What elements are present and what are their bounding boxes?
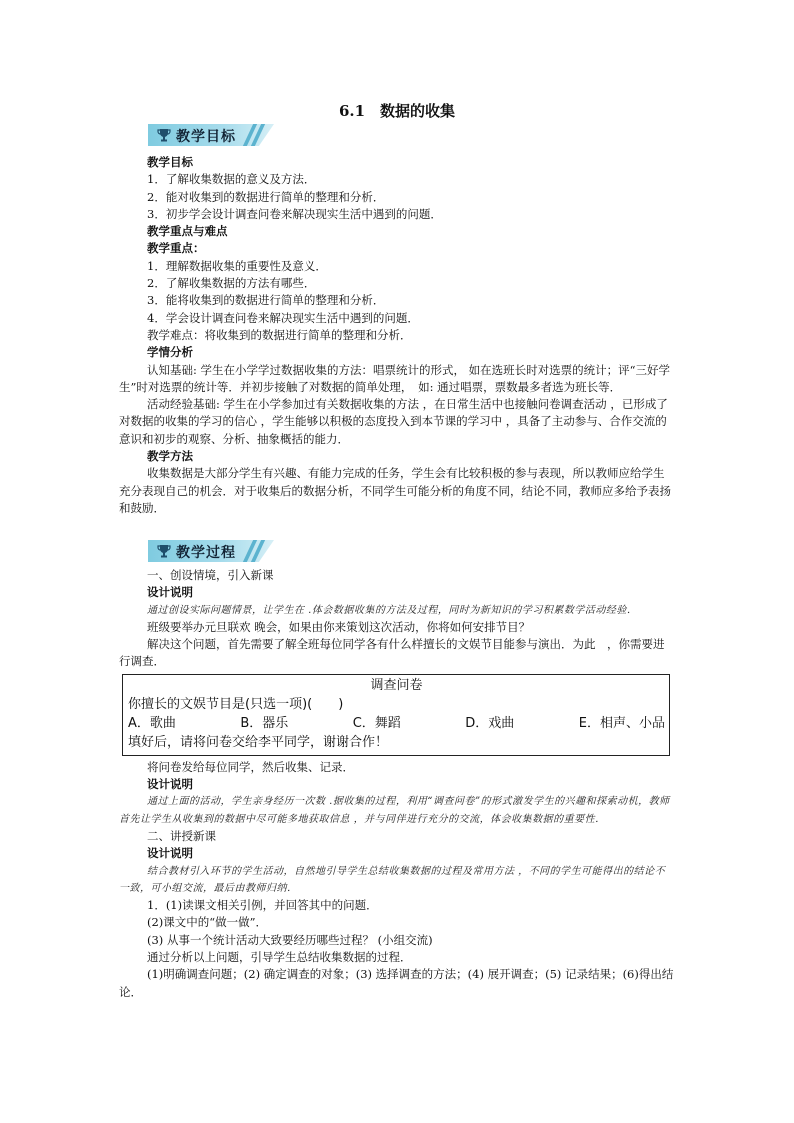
heading-teaching-goals: 教学目标 [147,155,193,169]
survey-box [122,674,670,756]
heading-key-points: 教学重点： [147,241,205,256]
survey-option: C．舞蹈 [352,715,401,731]
survey-option: A．歌曲 [128,715,176,731]
part-two-heading: 二、讲授新课 [147,828,216,843]
survey-footer: 填好后，请将问卷交给李平同学，谢谢合作！ [128,734,389,750]
method-text: 收集数据是大部分学生有兴趣、有能力完成的任务，学生会有比较积极的参与表现，所以教师应给学生充分表现自己的机会．对于收集后的数据分析，不同学生可能分析的角度不同，结论不同，教师应多给予表扬和鼓励． [119,466,671,515]
design-note-text: 通过创设实际问题情景，让学生在 .体会数据收集的方法及过程，同时为新知识的学习积累数学活动经验． [147,604,638,616]
heading-design-note: 设计说明 [147,585,193,600]
design-note-text: 结合教材引入环节的学生活动，自然地引导学生总结收集数据的过程及常用方法 ，不同的学生可能得出的结论不一致，可小组交流，最后由教师归纳． [119,865,666,894]
cognitive-basis: 认知基础: 学生在小学学过数据收集的方法：唱票统计的形式， 如在选班长时对选票的统计；评“三好学生”时对选票的统计等．并初步接触了对数据的简单处理， 如: 通过唱票，票数最多者选为班长等． [119,362,671,394]
survey-title: 调查问卷 [370,677,423,693]
process-steps: (1)明确调查问题；(2) 确定调查的对象；(3) 选择调查的方法；(4) 展开调查；(5) 记录结果；(6)得出结论． [119,967,674,999]
key-item: 1．理解数据收集的重要性及意义． [147,258,327,273]
goals-section [119,154,674,517]
part-one-heading: 一、创设情境，引入新课 [147,568,274,582]
question-item: (3) 从事一个统计活动大致要经历哪些过程？ (小组交流) [147,932,433,947]
trophy-icon [156,127,172,143]
section-banner-goals [148,124,274,146]
key-item: 3．能将收集到的数据进行简单的整理和分析． [147,293,385,308]
intro-paragraph: 解决这个问题，首先需要了解全班每位同学各有什么样擅长的文娱节目能参与演出．为此 ，你需要进行调查． [119,637,665,669]
difficulty-text: 教学难点：将收集到的数据进行简单的整理和分析． [147,327,412,342]
section-banner-process [148,540,274,562]
survey-option: B．器乐 [240,715,289,731]
survey-option: E．相声、小品 [578,715,665,731]
goal-item: 2．能对收集到的数据进行简单的整理和分析． [147,189,385,204]
survey-question: 你擅长的文娱节目是(只选一项)( ) [128,696,344,712]
banner-label: 教学过程 [176,545,236,561]
heading-design-note: 设计说明 [147,777,193,792]
body-paragraph: 将问卷发给每位同学，然后收集、记录． [147,759,354,774]
process-section [119,567,674,1001]
question-item: 1．(1)读课文相关引例，并回答其中的问题． [147,898,378,913]
heading-key-difficult: 教学重点与难点 [147,224,228,239]
key-item: 4．学会设计调查问卷来解决现实生活中遇到的问题． [147,310,419,325]
experience-basis: 活动经验基础: 学生在小学参加过有关数据收集的方法 ，在日常生活中也接触问卷调查活动 ，已形成了对数据的收集的学习的信心 ，学生能够以积极的态度投入到本节课的学习中 ，具备了主动参与、合作交流的意识和初步的观察、分析、抽象概括的能力． [119,397,668,446]
survey-options [128,714,665,733]
goal-item: 1．了解收集数据的意义及方法． [147,172,316,187]
heading-student-analysis: 学情分析 [147,345,193,360]
page-title: 6.1 数据的收集 [338,102,456,120]
question-item: (2)课文中的“做一做”． [147,915,268,930]
trophy-icon [156,543,172,559]
intro-paragraph: 班级要举办元旦联欢 晚会，如果由你来策划这次活动，你将如何安排节目？ [147,619,531,634]
design-note-text: 通过上面的活动，学生亲身经历一次数 .据收集的过程，利用“调查问卷”的形式激发学生的兴趣和探索动机，教师首先让学生从收集到的数据中尽可能多地获取信息 ，并与同伴进行充分的交流，体会收集数据的重要性． [119,796,670,825]
heading-teaching-method: 教学方法 [147,449,193,464]
body-paragraph: 通过分析以上问题，引导学生总结收集数据的过程． [147,950,412,965]
survey-option: D．戏曲 [465,715,515,731]
goal-item: 3．初步学会设计调查问卷来解决现实生活中遇到的问题． [147,206,442,221]
heading-design-note: 设计说明 [147,846,193,861]
key-item: 2．了解收集数据的方法有哪些． [147,276,316,291]
banner-label: 教学目标 [176,129,236,145]
